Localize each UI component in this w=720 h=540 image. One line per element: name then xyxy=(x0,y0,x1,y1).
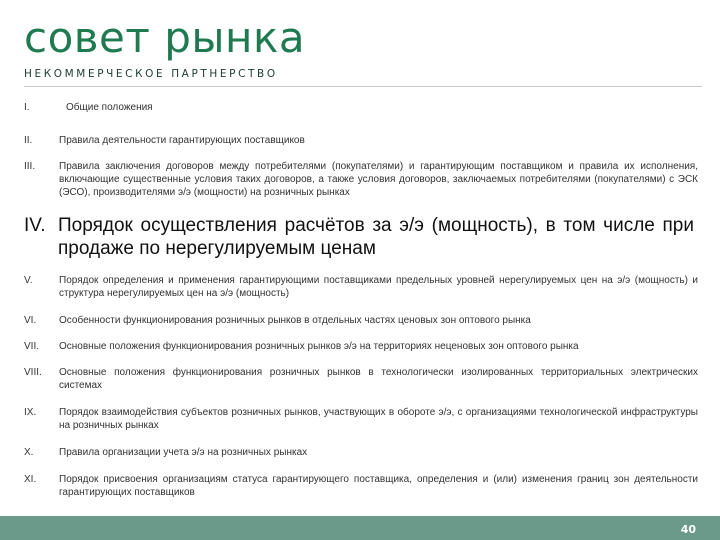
item-text: Правила заключения договоров между потребителями (покупателями) и гарантирующим поставщиком и правила их исполнения, включающие существенные условия таких договоров, а также условия договоров, заключаемых потребителями (покупателями) с ЭСК (ЭСО), производителями э/э (мощности) на розничных рынках xyxy=(59,161,698,198)
item-text: Порядок взаимодействия субъектов розничных рынков, участвующих в обороте э/э, с организациями технологической инфраструктуры на розничных рынках xyxy=(59,407,698,431)
item-text: Основные положения функционирования розничных рынков в технологически изолированных территориальных электрических системах xyxy=(59,367,698,391)
item-number: VII. xyxy=(24,341,40,352)
brand-subtitle: НЕКОММЕРЧЕСКОЕ ПАРТНЕРСТВО xyxy=(24,68,278,80)
item-text: Общие положения xyxy=(66,102,153,113)
item-number: IX. xyxy=(24,407,37,418)
item-number: XI. xyxy=(24,474,37,485)
item-number: IV. xyxy=(24,215,46,236)
list-item-9 xyxy=(24,406,698,432)
list-item-8 xyxy=(24,366,698,392)
item-text: Порядок определения и применения гарантирующими поставщиками предельных уровней нерегулируемых цен на э/э (мощность) и структура нерегулируемых цен на э/э (мощность) xyxy=(59,275,698,299)
list-item-11 xyxy=(24,473,698,499)
list-item-6 xyxy=(24,314,698,327)
footer-bar xyxy=(0,516,720,540)
list-item-3 xyxy=(24,160,698,199)
item-text: Основные положения функционирования розничных рынков э/э на территориях неценовых зон оптового рынка xyxy=(59,341,579,352)
page-number: 40 xyxy=(680,523,696,536)
list-item-1 xyxy=(24,101,698,114)
item-number: V. xyxy=(24,275,33,286)
item-number: X. xyxy=(24,447,34,458)
item-text: Порядок осуществления расчётов за э/э (мощность), в том числе при продаже по нерегулируемым ценам xyxy=(58,215,694,259)
item-number: III. xyxy=(24,161,36,172)
item-text: Особенности функционирования розничных рынков в отдельных частях ценовых зон оптового рынка xyxy=(59,315,531,326)
header-divider xyxy=(24,86,702,87)
item-number: VI. xyxy=(24,315,37,326)
item-number: VIII. xyxy=(24,367,42,378)
item-text: Правила организации учета э/э на розничных рынках xyxy=(59,447,308,458)
item-text: Правила деятельности гарантирующих поставщиков xyxy=(59,135,305,146)
list-item-2 xyxy=(24,134,698,147)
list-item-5 xyxy=(24,274,698,300)
list-item-4-highlight xyxy=(24,214,694,260)
list-item-10 xyxy=(24,446,698,459)
item-number: II. xyxy=(24,135,33,146)
item-number: I. xyxy=(24,102,30,113)
list-item-7 xyxy=(24,340,698,353)
brand-logo-text: совет рынка xyxy=(24,13,306,62)
item-text: Порядок присвоения организациям статуса гарантирующего поставщика, определения и (или) изменения границ зон деятельности гарантирующих поставщиков xyxy=(59,474,698,498)
